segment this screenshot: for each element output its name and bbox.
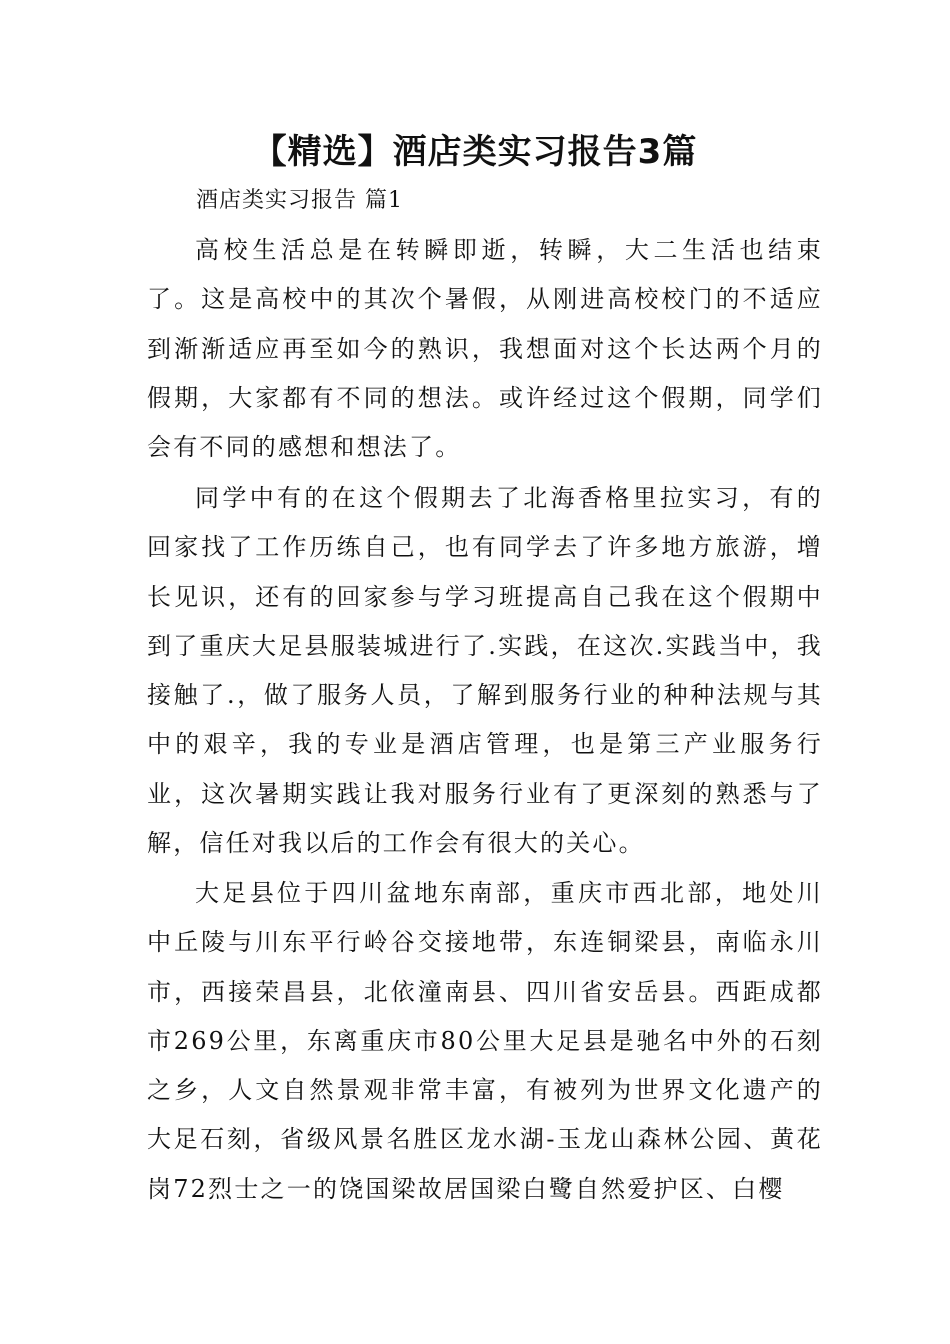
document-title: 【精选】酒店类实习报告3篇 [252, 132, 698, 172]
section-heading: 酒店类实习报告 篇1 [196, 188, 403, 213]
body-paragraph-1 [147, 226, 823, 472]
paragraph-text: 同学中有的在这个假期去了北海香格里拉实习，有的回家找了工作历练自己，也有同学去了许多地方旅游，增长见识，还有的回家参与学习班提高自己我在这个假期中到了重庆大足县服装城进行了.实践，在这次.实践当中，我接触了.，做了服务人员，了解到服务行业的种种法规与其中的艰辛，我的专业是酒店管理，也是第三产业服务行业，这次暑期实践让我对服务行业有了更深刻的熟悉与了解，信任对我以后的工作会有很大的关心。 [147, 484, 823, 858]
body-paragraph-2 [147, 474, 823, 868]
paragraph-text: 大足县位于四川盆地东南部，重庆市西北部，地处川中丘陵与川东平行岭谷交接地带，东连铜梁县，南临永川市，西接荣昌县，北依潼南县、四川省安岳县。西距成都市269公里，东离重庆市80公里大足县是驰名中外的石刻之乡，人文自然景观非常丰富，有被列为世界文化遗产的大足石刻，省级风景名胜区龙水湖-玉龙山森林公园、黄花岗72烈士之一的饶国梁故居国梁白鹭自然爱护区、白樱 [147, 879, 823, 1203]
paragraph-text: 高校生活总是在转瞬即逝，转瞬，大二生活也结束了。这是高校中的其次个暑假，从刚进高校校门的不适应到渐渐适应再至如今的熟识，我想面对这个长达两个月的假期，大家都有不同的想法。或许经过这个假期，同学们会有不同的感想和想法了。 [147, 236, 823, 462]
body-paragraph-3 [147, 869, 823, 1214]
